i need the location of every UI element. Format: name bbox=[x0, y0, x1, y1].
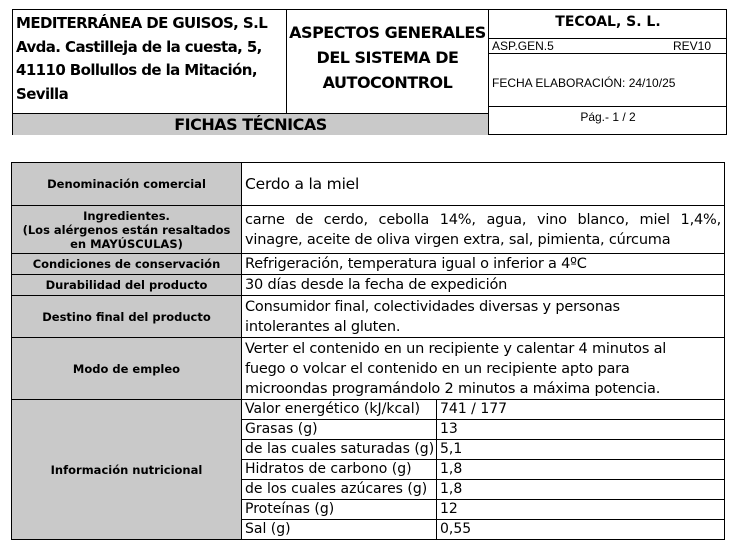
company-address bbox=[16, 12, 284, 106]
table-row bbox=[12, 163, 725, 206]
nutrition-row bbox=[242, 440, 724, 460]
nutrient-name: Valor energético (kJ/kcal) bbox=[242, 400, 437, 420]
modo-label: Modo de empleo bbox=[12, 338, 242, 400]
nutricional-label: Información nutricional bbox=[12, 400, 242, 540]
nutrition-row bbox=[242, 460, 724, 480]
ingredientes-label-line: en MAYÚSCULAS) bbox=[70, 236, 183, 251]
nutrition-row bbox=[242, 400, 724, 420]
elaboration-date: FECHA ELABORACIÓN: 24/10/25 bbox=[492, 76, 676, 90]
denominacion-label: Denominación comercial bbox=[12, 163, 242, 206]
page-number: Pág.- 1 / 2 bbox=[580, 110, 636, 124]
destino-label: Destino final del producto bbox=[12, 296, 242, 338]
destino-value bbox=[242, 296, 725, 338]
company-street: Avda. Castilleja de la cuesta, 5, bbox=[16, 37, 262, 56]
table-row bbox=[12, 275, 725, 296]
ingredientes-label-line: (Los alérgenos están resaltados bbox=[22, 222, 231, 237]
company-name: MEDITERRÁNEA DE GUISOS, S.L bbox=[16, 14, 268, 32]
destino-line: intolerantes al gluten. bbox=[245, 318, 401, 335]
revision-number: REV10 bbox=[673, 39, 712, 53]
nutrient-name: de las cuales saturadas (g) bbox=[242, 440, 437, 460]
table-row bbox=[12, 296, 725, 338]
nutrient-name: Sal (g) bbox=[242, 520, 437, 540]
durabilidad-label: Durabilidad del producto bbox=[12, 275, 242, 296]
nutrient-value: 1,8 bbox=[437, 460, 725, 480]
nutrition-row bbox=[242, 500, 724, 520]
modo-value bbox=[242, 338, 725, 400]
technical-sheet-table bbox=[11, 162, 725, 540]
ingredientes-line: vinagre, aceite de oliva virgen extra, sal, pimienta, cúrcuma bbox=[245, 231, 671, 248]
document-title-line: AUTOCONTROL bbox=[322, 73, 453, 92]
nutrient-name: de los cuales azúcares (g) bbox=[242, 480, 437, 500]
ingredientes-label-line: Ingredientes. bbox=[83, 208, 170, 223]
section-title: FICHAS TÉCNICAS bbox=[13, 114, 488, 135]
nutrient-value: 12 bbox=[437, 500, 725, 520]
destino-line: Consumidor final, colectividades diversas y personas bbox=[245, 298, 620, 315]
ingredientes-label bbox=[12, 206, 242, 254]
header-divider bbox=[488, 53, 727, 54]
ingredientes-value bbox=[242, 206, 725, 254]
nutrient-name: Proteínas (g) bbox=[242, 500, 437, 520]
durabilidad-value: 30 días desde la fecha de expedición bbox=[242, 275, 725, 296]
nutrition-table bbox=[242, 400, 724, 539]
table-row bbox=[12, 400, 725, 540]
company-province: Sevilla bbox=[16, 84, 69, 103]
modo-line: Verter el contenido en un recipiente y calentar 4 minutos al bbox=[245, 340, 667, 357]
nutrient-value: 0,55 bbox=[440, 521, 472, 537]
conservacion-label: Condiciones de conservación bbox=[12, 254, 242, 275]
nutrition-row bbox=[242, 480, 724, 500]
conservacion-value: Refrigeración, temperatura igual o inferior a 4ºC bbox=[242, 254, 725, 275]
table-row bbox=[12, 254, 725, 275]
company-city: 41110 Bollullos de la Mitación, bbox=[16, 61, 257, 79]
nutrition-row bbox=[242, 520, 724, 540]
nutrient-value: 13 bbox=[437, 420, 725, 440]
nutrient-value: 741 / 177 bbox=[437, 400, 725, 420]
header-divider bbox=[488, 106, 727, 107]
nutrient-value: 5,1 bbox=[437, 440, 725, 460]
modo-line: fuego o volcar el contenido en un recipiente apto para bbox=[245, 360, 630, 377]
document-title-line: ASPECTOS GENERALES bbox=[289, 23, 486, 42]
table-row bbox=[12, 338, 725, 400]
nutrient-name: Grasas (g) bbox=[242, 420, 437, 440]
modo-line: microondas programándolo 2 minutos a máxima potencia. bbox=[245, 380, 661, 397]
table-row bbox=[12, 206, 725, 254]
nutrition-row bbox=[242, 420, 724, 440]
nutrition-table-cell bbox=[242, 400, 725, 540]
document-code: ASP.GEN.5 bbox=[492, 39, 554, 53]
denominacion-value: Cerdo a la miel bbox=[242, 163, 725, 206]
nutrient-name: Hidratos de carbono (g) bbox=[242, 460, 437, 480]
document-title bbox=[287, 20, 488, 95]
ingredientes-line: carne de cerdo, cebolla 14%, agua, vino blanco, miel 1,4%, bbox=[245, 211, 721, 228]
document-title-line: DEL SISTEMA DE bbox=[316, 48, 459, 67]
owner-name: TECOAL, S. L. bbox=[555, 14, 661, 30]
nutrient-value: 1,8 bbox=[437, 480, 725, 500]
document-header bbox=[12, 9, 727, 135]
